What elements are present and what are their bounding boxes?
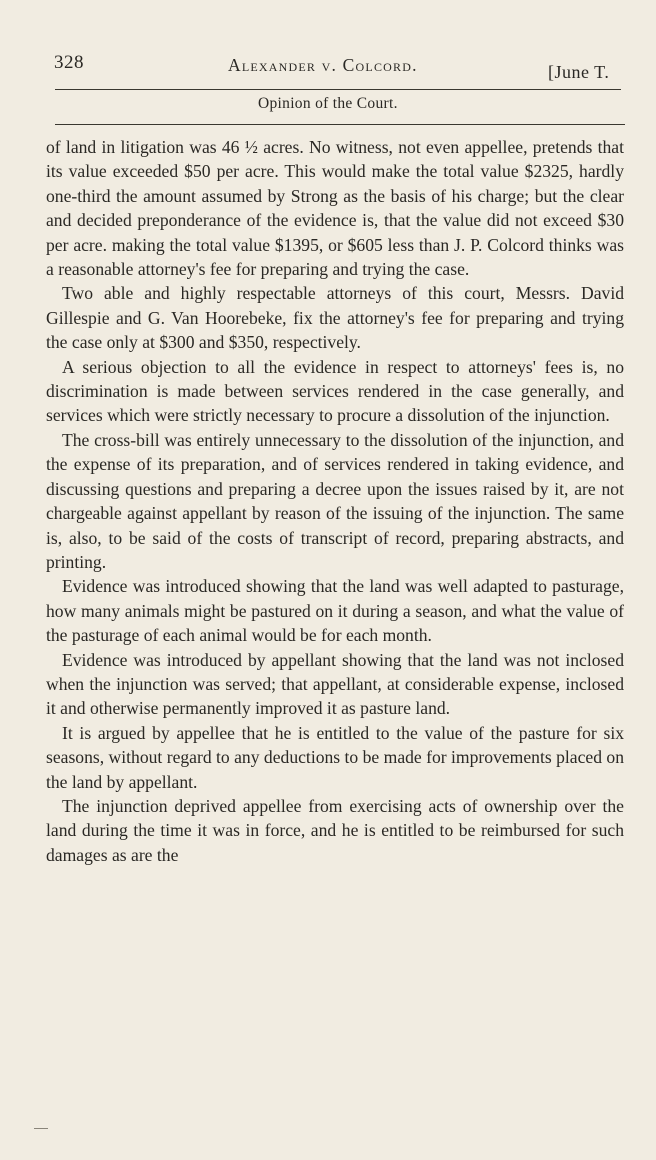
page-edge-mark [34,1128,48,1129]
opinion-text [46,135,624,867]
page-number: 328 [54,52,84,73]
paragraph: Evidence was introduced by appellant showing that the land was not inclosed when the injunction was served; that appellant, at considerable expense, inclosed it and otherwise permanently improved it as pasture land. [46,649,624,719]
paragraph: A serious objection to all the evidence in respect to attorneys' fees is, no discrimination is made between services rendered in the case generally, and services which were strictly necessary to procure a dissolution of the injunction. [46,356,624,426]
term-label: [June T. [548,62,610,82]
paragraph: The cross-bill was entirely unnecessary to the dissolution of the injunction, and the expense of its preparation, and of services rendered in taking evidence, and discussing questions and preparing a decree upon the issues raised by it, are not chargeable against appellant by reason of the issuing of the injunction. The same is, also, to be said of the costs of transcript of record, preparing abstracts, and printing. [46,429,624,572]
header-rule-top [55,89,621,90]
section-label: Opinion of the Court. [258,95,398,112]
running-title: Alexander v. Colcord. [228,55,418,75]
page-header [0,0,656,112]
paragraph: The injunction deprived appellee from exercising acts of ownership over the land during the time it was in force, and he is entitled to be reimbursed for such damages as are the [46,795,624,865]
paragraph: of land in litigation was 46 ½ acres. No witness, not even appellee, pretends that its value exceeded $50 per acre. This would make the total value $2325, hardly one-third the amount assumed by Strong as the basis of his charge; but the clear and decided preponderance of the evidence is, that the value did not exceed $30 per acre. making the total value $1395, or $605 less than J. P. Colcord thinks was a reasonable attorney's fee for preparing and trying the case. [46,137,624,280]
paragraph: Evidence was introduced showing that the land was well adapted to pasturage, how many animals might be pastured on it during a season, and what the value of the pasturage of each animal would be for each month. [46,576,624,646]
paragraph: It is argued by appellee that he is entitled to the value of the pasture for six seasons, without regard to any deductions to be made for improvements placed on the land by appellant. [46,722,624,792]
paragraph: Two able and highly respectable attorneys of this court, Messrs. David Gillespie and G. Van Hoorebeke, fix the attorney's fee for preparing and trying the case only at $300 and $350, respectively. [46,283,624,353]
header-rule-bottom [55,124,625,125]
